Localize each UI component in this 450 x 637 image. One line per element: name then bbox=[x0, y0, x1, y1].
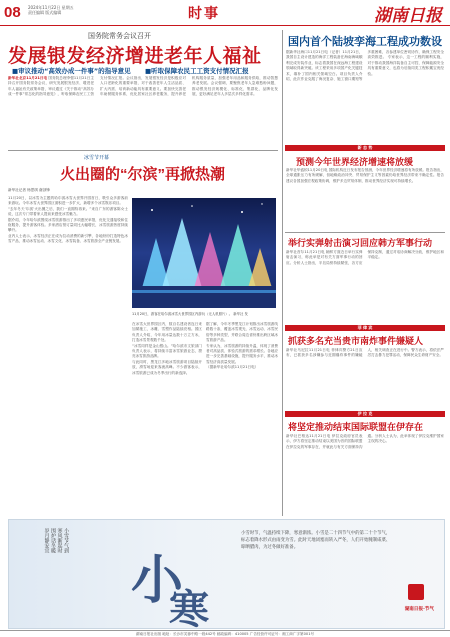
ad-poem-line: 围炉话冬暖 bbox=[50, 528, 56, 553]
photo-caption: 11月20日，游客在哈尔滨冰雪大世界园区内游玩（无人机照片）。 新华社 发 bbox=[132, 312, 248, 316]
section-bar-philippines: 菲 律 宾 bbox=[285, 325, 445, 331]
page-footer: 湖南日报社出版 地址：长沙市芙蓉中路一段442号 邮政编码：410005 广告经营许可证号：湘工商广字第001号 bbox=[0, 630, 450, 637]
box2-title: 预测今年世界经济增速将放缓 bbox=[296, 157, 414, 167]
section-title: 时事 bbox=[188, 5, 220, 21]
lead-body-text: 国务院总理李强11月21日主持召开国务院常务会议，研究发展银发经济、增进老年人福祉有关政策举措，审议通过《关于推动“高效办成一件事”常态化的指导意见》，听取保障农民工工资支付情况汇报。会议指出，发展银发经济是积极应对人口老龄化的重要举措，对于改善老年人生活品质、扩大内需、培育新动能具有重要意义。要加快完善老年助餐服务体系，优化居家社区养老服务，提升养老机构服务质量，加强老年用品和服务供给，推动智慧养老发展。会议强调，要聚焦老年人急难愁盼问题，推动银发经济规模化、标准化、集群化、品牌化发展，更好满足老年人多层次多样化需求。 bbox=[8, 76, 278, 97]
red-seal-icon bbox=[408, 584, 424, 600]
ad-poem-line: 岁月静安宜 bbox=[43, 528, 50, 553]
ice-castle-illustration bbox=[132, 198, 276, 308]
feature-body-left: 11月20日，以冰雪为主题的哈尔滨冰雪大世界开园首日，吸引众多游客前来游玩。今年冰雪大世界园区面积进一步扩大，新增多个冰雪娱乐项目。 “去年冬天‘尔滨’火出圈之后，我们一直期待再来。”来自广东的游客陈女士说，这次专门带着家人提前来感受冰雪魅力。 据介绍，今年哈尔滨围绕冰雪旅游推出了多项惠民举措，优化交通接驳和住宿服务，提升游客体验。多家酒店预订量同比大幅增长，冰雪旅游热度持续攀升。 业内人士表示，冰雪经济正在成为拉动消费的新引擎，各地纷纷打造特色冰雪产品，推动冰雪运动、冰雪文化、冰雪装备、冰雪旅游全产业链发展。 bbox=[8, 196, 128, 244]
section-bar-iraq: 伊 拉 克 bbox=[285, 411, 445, 417]
lead-dateline: 新华社北京11月21日电 bbox=[8, 76, 48, 80]
box5-title: 将坚定推动结束国际联盟在伊存在 bbox=[288, 422, 424, 432]
lead-headline: 发展银发经济增进老年人福祉 bbox=[8, 46, 262, 67]
solar-term-advertisement bbox=[8, 519, 445, 629]
box4-body: 新华社马尼拉11月21日电 菲律宾警方21日宣布，已抓获多名涉嫌参与近期爆炸事件的嫌疑人，相关调查正在进行中。警方表示，将依法严厉打击暴力犯罪活动，保障民众生命财产安全。 bbox=[286, 348, 444, 358]
feature-kicker: 冰雪节开幕 bbox=[84, 155, 110, 161]
lead-subhead-2: ■听取保障农民工工资支付情况汇报 bbox=[144, 67, 249, 75]
box3-title: 举行实弹射击演习回应韩方军事行动 bbox=[288, 238, 433, 248]
column-divider bbox=[282, 30, 283, 516]
feature-body-right: 据了解，今年冬季黑龙江计划推出冰雪旅游线路数十条，覆盖冰雪观光、冰雪运动、冰雪民俗等多种类型，并联合周边省份推出跨区域冰雪旅游产品。 专家认为，冰雪旅游的持续升温，体现了消费者对高品质、体验式旅游的需求增长。各地应进一步完善基础设施，提升服务水平，推动冰雪经济高质量发展。 （据新华社哈尔滨11月21日电） bbox=[206, 322, 278, 370]
section-bar-new-trend: 新 态 势 bbox=[285, 145, 445, 151]
feature-photo-ice-festival bbox=[132, 198, 276, 308]
page-meta bbox=[28, 5, 108, 15]
ad-text: 小雪时节，气温持续下降，寒意渐浓。小雪是二十四节气中的第二十个节气，标志着降水形式由雨变为雪。此时天地闭塞而转入严冬，人们开始腌制咸菜、晾晒腊肉，为过冬做好准备。 bbox=[241, 531, 391, 550]
meta-date: 2024年11月22日 星期五 bbox=[28, 5, 74, 10]
ad-big-character-1: 小 bbox=[131, 553, 184, 610]
masthead bbox=[0, 0, 450, 26]
paper-name-logo: 湖南日报 bbox=[374, 6, 442, 25]
ad-brand: 湖南日报·节气 bbox=[404, 607, 434, 612]
feature-body-mid: 在冰雪大世界园区内，数百名建设者连日来加紧施工，冰雕、雪塑作品陆续亮相。园区负责人介绍，今年用冰量达数十万立方米，打造冰雪景观数千处。 “冰雪同样是金山银山。”哈尔滨市文旅部门负责人表示，将持续丰富冰雪旅游业态，擦亮冰雪旅游品牌。 与此同时，黑龙江多地冰雪旅游项目陆续开放，滑雪场迎来客流高峰。不少游客表示，冰雪旅游已成为冬季出行的新选择。 bbox=[132, 322, 202, 375]
box3-body: 新华社首尔11月21日电 朝鲜方面近日举行实弹射击演习，称此举是对有关方面军事行动的回应。分析人士指出，半岛局势持续紧张，各方应保持克制，通过对话协商解决分歧，维护地区和平稳定。 bbox=[286, 250, 444, 265]
feature-byline: 新华社记者 杨思琪 谢剑锋 bbox=[8, 188, 50, 192]
divider bbox=[285, 232, 445, 233]
box4-title: 抓获多名充当贵市南炸事件嫌疑人 bbox=[288, 336, 424, 346]
right-top-title: 国内首个陆坡孪海工程成功数设 bbox=[288, 36, 442, 48]
lead-subhead-1: ■审议推动“高效办成一件事”的指导意见 bbox=[12, 67, 131, 75]
box5-body: 新华社巴格达11月21日电 伊拉克政府官员表示，伊方将坚定推动结束以美国为首的国际联盟在伊拉克的军事存在，并就此与有关方面保持沟通。分析人士认为，此举体现了伊拉克维护国家主权的决心。 bbox=[286, 434, 444, 449]
ad-poem bbox=[43, 528, 69, 598]
ad-poem-line: 寒风渐起时 bbox=[56, 528, 63, 553]
page-number: 08 bbox=[4, 4, 21, 21]
divider bbox=[8, 150, 278, 151]
feature-title: 火出圈的“尔滨”再掀热潮 bbox=[60, 166, 226, 183]
ad-big-character-2: 寒 bbox=[169, 587, 209, 629]
right-top-body: 据新华社海口11月21日电（记者）11月21日，我国自主设计建造的海洋工程装备在海南海域顺利完成安装作业，标志着我国在深远海工程建设领域取得新突破。该工程采用多项国产化关键技术，填补了国内相关领域空白。项目负责人介绍，此次作业克服了海况复杂、施工窗口期短等多重困难，各参建单位密切协作，确保工程安全高效推进。 专家表示，这一工程的顺利实施，对于推动我国海洋装备自主可控、保障能源安全具有重要意义，也将为后续同类工程积累宝贵经验。 bbox=[286, 50, 444, 82]
ad-poem-line: 小雪节气到 bbox=[63, 528, 69, 553]
lead-body bbox=[8, 76, 278, 146]
box2-body: 新华社华盛顿11月20日电 国际机构近日发布报告预测，今年世界经济增速将有所放缓。报告指出，全球通胀压力有所缓解，但地缘政治冲突、贸易保护主义等因素仍给世界经济带来不确定性。报告建议各国加强宏观政策协调，维护多边贸易体制，推动世界经济实现可持续增长。 bbox=[286, 168, 444, 183]
lead-kicker: 国务院常务会议召开 bbox=[88, 32, 151, 40]
lead-subheads bbox=[12, 66, 261, 75]
meta-editors: 责任编辑 版式编辑 bbox=[28, 10, 62, 15]
